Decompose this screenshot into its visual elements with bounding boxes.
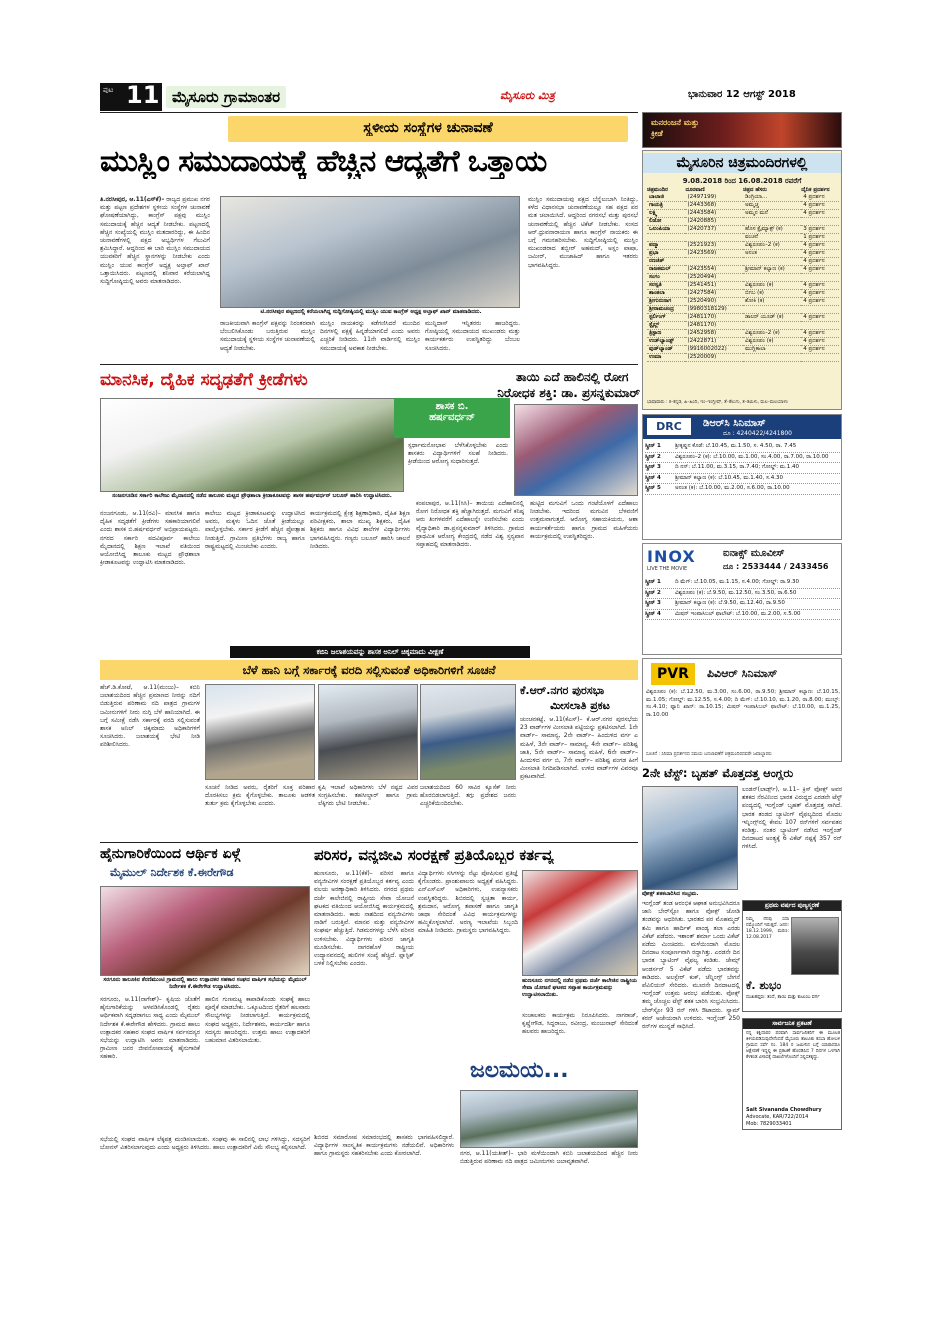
- theatre-cell: ರಾಜಕಮಲ್: [647, 266, 685, 274]
- mla-quote-line1: ಶಾಸಕ ಬಿ.: [435, 401, 469, 412]
- lead-bottom-rule: [100, 364, 638, 365]
- theatre-row: [647, 298, 839, 306]
- issue-date: ಭಾನುವಾರ 12 ಆಗಸ್ಟ್ 2018: [688, 89, 796, 100]
- theatre-cell: ಒಲಂಪಿಯಾ: [647, 226, 685, 234]
- notice-adv-mobile: Mob: 7829033401: [746, 1121, 792, 1127]
- theatre-row: [647, 258, 839, 266]
- drc-header: [643, 415, 841, 439]
- screen-row: [645, 610, 840, 621]
- theatre-cell: (2520490): [685, 298, 743, 306]
- screen-label: ಸ್ಕ್ರೀನ್ 1: [645, 579, 661, 585]
- pvr-note: ಸೂಚನೆ : ಸಿನಿಮಾ ಪ್ರದರ್ಶನದ ಸಮಯ ಬದಲಾವಣೆಗೆ ಚಿತ್ರಮಂದಿರದವರೇ ಜವಾಬ್ದಾರರು: [646, 752, 772, 757]
- theatre-cell: (2481170): [685, 322, 743, 330]
- theatres-header-row: [647, 187, 839, 194]
- theatres-title: ಮೈಸೂರಿನ ಚಿತ್ರಮಂದಿರಗಳಲ್ಲಿ: [643, 153, 841, 173]
- screen-shows: ಶ್ರೀಮಾನ್ ಕಲ್ಯಾಣ (ಕ): ಬೆ.9.50, ಮ.12.40, ರಾ.9.50: [675, 600, 785, 606]
- theatre-cell: ಶಾಂತಲಾ: [647, 290, 685, 298]
- theatre-cell: (2427584): [685, 290, 743, 298]
- page-label: ಪುಟ: [103, 86, 114, 94]
- theatre-row: [647, 346, 839, 354]
- screen-row: [645, 578, 840, 589]
- env-bottom-text: ಶಿಬಿರದ ಸಮಾರೋಪ ಸಮಾರಂಭದಲ್ಲಿ ಶಾಸಕರು ಭಾಗವಹಿಸಲಿದ್ದಾರೆ. ವಿದ್ಯಾರ್ಥಿಗಳ ಸಾಂಸ್ಕೃತಿಕ ಕಾರ್ಯಕ್ರಮಗಳು ನಡೆಯಲಿವೆ. ಅಧಿಕಾರಿಗಳು ಹಾಗೂ ಗ್ರಾಮಸ್ಥರು ಸಹಕರಿಸಬೇಕು ಎಂದು ಕೋರಲಾಗಿದೆ.: [314, 1134, 454, 1158]
- theatre-cell: ವಿಶ್ವರೂಪಂ–2 (ಕ): [743, 330, 801, 338]
- theatre-cell: [743, 354, 801, 362]
- theatre-cell: ಡಾಲರ್ ಯೂಡ್ (ಕ): [743, 314, 801, 322]
- screen-row: [645, 599, 840, 610]
- milk-photo: [514, 404, 638, 496]
- theatre-cell: ರಣಜಿತ್: [647, 258, 685, 266]
- theatre-cell: ಗಾಯತ್ರಿ: [647, 202, 685, 210]
- theatre-cell: (9980318129): [685, 306, 743, 314]
- paper-name: ಮೈಸೂರು ಮಿತ್ರ: [500, 89, 555, 102]
- theatres-table: [647, 187, 839, 362]
- milk-col-1: ಕಂಪಲಾಪುರ, ಆ.11(ಸಿಸಿ)– ತಾಯಿಯ ಎದೆಹಾಲಿನಲ್ಲಿ ರೋಗ ನಿರೋಧಕ ಶಕ್ತಿ ಹೆಚ್ಚಾಗಿರುತ್ತದೆ. ಮಗುವಿಗೆ ಕನಿಷ್ಠ ಆರು ತಿಂಗಳವರೆಗೆ ಎದೆಹಾಲನ್ನೇ ಉಣಿಸಬೇಕು ಎಂದು ವೈದ್ಯಾಧಿಕಾರಿ ಡಾ.ಪ್ರಸನ್ನಕುಮಾರ್ ತಿಳಿಸಿದರು. ಗ್ರಾಮದ ಪ್ರಾಥಮಿಕ ಆರೋಗ್ಯ ಕೇಂದ್ರದಲ್ಲಿ ನಡೆದ ವಿಶ್ವ ಸ್ತನ್ಯಪಾನ ಸಪ್ತಾಹದಲ್ಲಿ ಮಾತನಾಡಿದರು.: [416, 500, 524, 549]
- theatre-cell: (2420737): [685, 226, 743, 234]
- theatre-cell: ಬಾಲಾಜಿ: [647, 194, 685, 202]
- sports-dateline: ಲಂಡನ್(ಲಾರ್ಡ್ಸ್), ಆ.11– ಕ್ರಿಸ್ ವೋಕ್ಸ್ ಅವರ ಶತಕದ ನೆರವಿನಿಂದ ಭಾರತ ವಿರುದ್ಧದ ಎರಡನೇ ಟೆಸ್ಟ್ ಪಂದ್ಯದಲ್ಲಿ ಇಂಗ್ಲೆಂಡ್ ಬೃಹತ್ ಮೊತ್ತದತ್ತ ಸಾಗಿದೆ.: [742, 786, 842, 810]
- theatre-cell: 4 ಪ್ರದರ್ಶನ: [801, 250, 839, 258]
- kicker-text: ಸ್ಥಳೀಯ ಸಂಸ್ಥೆಗಳ ಚುನಾವಣೆ: [363, 120, 493, 136]
- theatre-cell: ವಿಶ್ವರೂಪಂ–2 (ಕ): [743, 242, 801, 250]
- sports-story-headline: ಮಾನಸಿಕ, ದೈಹಿಕ ಸದೃಢತೆಗೆ ಕ್ರೀಡೆಗಳು: [100, 370, 308, 390]
- crop-headline: ಬೆಳೆ ಹಾನಿ ಬಗ್ಗೆ ಸರ್ಕಾರಕ್ಕೆ ವರದಿ ಸಲ್ಲಿಸುವಂತೆ ಅಧಿಕಾರಿಗಳಿಗೆ ಸೂಚನೆ: [242, 663, 496, 677]
- screen-shows: ದಿ ಮೆಗ್: ಬೆ.10.05, ಮ.1.15, ಸ.4.00; ಗೋಲ್ಡ್: ರಾ.9.30: [675, 579, 800, 585]
- theatre-cell: [801, 306, 839, 314]
- theatre-cell: 4 ಪ್ರದರ್ಶನ: [801, 258, 839, 266]
- theatre-cell: ವುಡ್‌ಲ್ಯಾಂಡ್: [647, 346, 685, 354]
- env-col-2: ವಿದ್ಯಾರ್ಥಿಗಳು ಸಸಿಗಳನ್ನು ನೆಟ್ಟು ಪೋಷಿಸುವ ಪ್ರತಿಜ್ಞೆ ಕೈಗೊಂಡರು. ಪ್ರಾಂಶುಪಾಲರು ಅಧ್ಯಕ್ಷತೆ ವಹಿಸಿದ್ದರು. ಎನ್‌ಎಸ್‌ಎಸ್ ಅಧಿಕಾರಿಗಳು, ಉಪನ್ಯಾಸಕರು ಉಪಸ್ಥಿತರಿದ್ದರು. ಶಿಬಿರದಲ್ಲಿ ಸ್ವಚ್ಛತಾ ಕಾರ್ಯ, ಶ್ರಮದಾನ, ಆರೋಗ್ಯ ತಪಾಸಣೆ ಹಾಗೂ ಜಾಗೃತಿ ಜಾಥಾ ಸೇರಿದಂತೆ ವಿವಿಧ ಕಾರ್ಯಕ್ರಮಗಳನ್ನು ಹಮ್ಮಿಕೊಳ್ಳಲಾಗಿದೆ. ಅರಣ್ಯ ಇಲಾಖೆಯ ಸಿಬ್ಬಂದಿ ಮಾಹಿತಿ ನೀಡಿದರು. ಗ್ರಾಮಸ್ಥರು ಭಾಗವಹಿಸಿದ್ದರು.: [418, 870, 518, 935]
- theatre-cell: [743, 274, 801, 282]
- theatre-row: [647, 290, 839, 298]
- theatre-cell: ಲಕ್ಷ್ಮಿ: [647, 210, 685, 218]
- theatre-cell: ಶ್ರೀಗುರುನಾಗ: [647, 298, 685, 306]
- theatre-row: [647, 202, 839, 210]
- page-number: 11: [126, 81, 160, 109]
- lead-col-4: ಮುನ್ನಿದಾಸ್ ಇನ್ನಿತರರು ಹಾಜರಿದ್ದರು. ಗೋಷ್ಠಿಯಲ್ಲಿ ಸಮುದಾಯದ ಮುಖಂಡರು ಮತ್ತು ಕಾರ್ಯಕರ್ತರು ಉಪಸ್ಥಿತರಿದ್ದು ಬೆಂಬಲ ಸೂಚಿಸಿದರು.: [425, 320, 520, 352]
- screen-shows: ಅನಂತ (ಕ): ಬೆ.10.00, ಮ.2.00, ಸ.6.00, ರಾ.10.00: [675, 485, 790, 491]
- drc-box: [642, 414, 842, 540]
- inox-logo-box: [647, 548, 711, 574]
- screen-shows: ವಿಶ್ವರೂಪಂ–2 (ಕ): ಬೆ.10.00, ಮ.1.00, ಸಂ.4.00, ರಾ.7.00, ರಾ.10.00: [675, 453, 829, 460]
- theatre-row: [647, 194, 839, 202]
- theatre-cell: ಸರಸ್ವತಿ: [647, 282, 685, 290]
- screen-shows: ಶ್ರೀಕೃಷ್ಣನ ಕೊಡೆ: ಬೆ.10.45, ಮ.1.50, ಸ. 4.50, ರಾ. 7.45: [675, 443, 797, 449]
- dairy-caption: ಸರಗೂರು ತಾಲೂಕಿನ ತೆರಣಿಮುಂಟಿ ಗ್ರಾಮದಲ್ಲಿ ಹಾಲು ಉತ್ಪಾದಕರ ಸಹಕಾರ ಸಂಘದ ವಾರ್ಷಿಕ ಸಭೆಯನ್ನು ಮೈಮುಲ್ ನಿರ್ದೇಶಕ ಕೆ.ಈರೇಗೌಡ ಉದ್ಘಾಟಿಸಿದರು.: [103, 977, 307, 990]
- theatre-cell: (2420885): [685, 218, 743, 226]
- theatres-box: [642, 150, 842, 410]
- theatre-cell: (2520009): [685, 354, 743, 362]
- theatre-cell: ಡಿಂಗ್ರಿಯಾ...: [743, 194, 801, 202]
- theatres-dates: 9.08.2018 ರಿಂದ 16.08.2018 ರವರೆಗೆ: [682, 177, 802, 185]
- theatre-cell: (2497199): [685, 194, 743, 202]
- theatre-cell: ಮುಗ್ಲಿಕಾಲಾ: [743, 346, 801, 354]
- env-caption: ಹುಣಸೂರು ನಗರದಲ್ಲಿ ನಡೆದ ಪ್ರಥಮ ದರ್ಜೆ ಕಾಲೇಜಿನ ರಾಷ್ಟ್ರೀಯ ಸೇವಾ ಯೋಜನೆ ಘಟಕದ ಸಪ್ತಾಹ ಕಾರ್ಯಕ್ರಮವನ್ನು ಉದ್ಘಾಟಿಸಲಾಯಿತು.: [522, 978, 638, 998]
- screen-label: ಸ್ಕ್ರೀನ್ 3: [645, 464, 661, 470]
- notice-text: ನನ್ನ ಕಕ್ಷಿದಾರರ ಪರವಾಗಿ ಸಾರ್ವಜನಿಕರಿಗೆ ಈ ಮೂಲಕ ತಿಳಿಯಪಡಿಸುವುದೇನೆಂದರೆ ಮೈಸೂರು ತಾಲೂಕು ಕಸಬಾ ಹೋಬಳಿ ಗ್ರಾಮದ ಸರ್ವೆ ನಂ. 184 ರ ಜಮೀನಿನ ಬಗ್ಗೆ ಯಾರಾದರೂ ಆಕ್ಷೇಪಣೆ ಇದ್ದಲ್ಲಿ ಈ ಪ್ರಕಟಣೆ ಹೊರಡಿಸಿದ 7 ದಿನಗಳ ಒಳಗಾಗಿ ಕೆಳಕಂಡ ವಿಳಾಸಕ್ಕೆ ದಾಖಲೆಗಳೊಂದಿಗೆ ಸಲ್ಲಿಸತಕ್ಕದ್ದು.: [746, 1031, 840, 1060]
- th-shows: ದೈನಿಕ ಪ್ರದರ್ಶನ: [801, 187, 830, 193]
- theatre-cell: 4 ಪ್ರದರ್ಶನ: [801, 242, 839, 250]
- sports-caption: ವೋಕ್ಸ್ ಶತಕಬಾರಿಸಿದ ಸಂಭ್ರಮ.: [642, 891, 699, 897]
- drc-screens: [645, 442, 840, 495]
- theatre-cell: ಅಮ್ಮಚ್ಚ: [743, 202, 801, 210]
- theatre-cell: 4 ಪ್ರದರ್ಶನ: [801, 346, 839, 354]
- sports-col-2: ಇಂಗ್ಲೆಂಡ್ ತಂಡ ಆರಂಭಿಕ ಆಘಾತ ಅನುಭವಿಸಿದರೂ ಜಾನಿ ಬೇರ್‌ಸ್ಟೋ ಹಾಗೂ ವೋಕ್ಸ್ ಜೋಡಿ ತಂಡವನ್ನು ಆಧರಿಸಿತು. ಭಾರತದ ಪರ ಮೊಹಮ್ಮದ್ ಶಮಿ ಹಾಗೂ ಹಾರ್ದಿಕ್ ಪಾಂಡ್ಯ ತಲಾ ಎರಡು ವಿಕೆಟ್ ಪಡೆದರು. ಇಶಾಂತ್ ಶರ್ಮಾ ಒಂದು ವಿಕೆಟ್ ಪಡೆದು ಮಿಂಚಿದರು. ಮಳೆಯಿಂದಾಗಿ ಮೊದಲ ದಿನದಾಟ ಸಂಪೂರ್ಣವಾಗಿ ರದ್ದಾಗಿತ್ತು. ಎರಡನೇ ದಿನ ಭಾರತ ಬ್ಯಾಟಿಂಗ್ ವೈಫಲ್ಯ ಕಂಡಿತು. ಜೇಮ್ಸ್ ಆಂಡರ್ಸನ್ 5 ವಿಕೆಟ್ ಪಡೆದು ಭಾರತವನ್ನು ಕಾಡಿದರು. ಅಲಸ್ಟೇರ್ ಕುಕ್, ಜೆನ್ನಿಂಗ್ಸ್ ಬೇಗನೆ ಪೆವಿಲಿಯನ್ ಸೇರಿದರು. ಮೂರನೇ ದಿನದಾಟದಲ್ಲಿ ಇಂಗ್ಲೆಂಡ್ ಉತ್ತಮ ಆರಂಭ ಪಡೆಯಿತು. ವೋಕ್ಸ್ ತಮ್ಮ ಚೊಚ್ಚಲ ಟೆಸ್ಟ್ ಶತಕ ಬಾರಿಸಿ ಸಂಭ್ರಮಿಸಿದರು. ಬೇರ್‌ಸ್ಟೋ 93 ರನ್ ಗಳಿಸಿ ಔಟಾದರು. ಸ್ಯಾಮ್ ಕರನ್ ಅಜೇಯರಾಗಿ ಉಳಿದರು. ಇಂಗ್ಲೆಂಡ್ 250 ರನ್‌ಗಳ ಮುನ್ನಡೆ ಸಾಧಿಸಿದೆ.: [642, 900, 740, 1031]
- theatre-cell: 4 ಪ್ರದರ್ಶನ: [801, 202, 839, 210]
- sports-story-col-1: ನಂಜನಗೂಡು, ಆ.11(ರವಿ)– ಮಾನಸಿಕ ಹಾಗೂ ದೈಹಿಕ ಸದೃಢತೆಗೆ ಕ್ರೀಡೆಗಳು ಸಹಕಾರಿಯಾಗಲಿವೆ ಎಂದು ಶಾಸಕ ಬಿ.ಹರ್ಷವರ್ಧನ್ ಅಭಿಪ್ರಾಯಪಟ್ಟರು. ನಗರದ ಸರ್ಕಾರಿ ಪದವಿಪೂರ್ವ ಕಾಲೇಜು ಮೈದಾನದಲ್ಲಿ ಶಿಕ್ಷಣ ಇಲಾಖೆ ವತಿಯಿಂದ ಆಯೋಜಿಸಿದ್ದ ತಾಲೂಕು ಮಟ್ಟದ ಪ್ರೌಢಶಾಲಾ ಕ್ರೀಡಾಕೂಟವನ್ನು ಉದ್ಘಾಟಿಸಿ ಮಾತನಾಡಿದರು.: [100, 510, 200, 567]
- theatre-cell: ಪದ್ಮಾ: [647, 242, 685, 250]
- theatre-cell: ಬಿಗಬ (ಕ): [743, 290, 801, 298]
- theatre-cell: 4 ಪ್ರದರ್ಶನ: [801, 194, 839, 202]
- screen-label: ಸ್ಕ್ರೀನ್ 2: [645, 589, 661, 596]
- sports-story-side: ಸ್ಪರ್ಧಾಮನೋಭಾವ ಬೆಳೆಸಿಕೊಳ್ಳಬೇಕು ಎಂದು ಶಾಸಕರು ವಿದ್ಯಾರ್ಥಿಗಳಿಗೆ ಸಲಹೆ ನೀಡಿದರು. ಕ್ರೀಡೆಯಿಂದ ಆರೋಗ್ಯ ಸುಧಾರಿಸುತ್ತದೆ.: [408, 442, 508, 466]
- theatre-cell: [743, 258, 801, 266]
- tribute-name: ಕೆ. ಶುಭಂ: [746, 979, 782, 992]
- krnagar-headline-1: ಕೆ.ಆರ್.ನಗರ ಪುರಸಭಾ: [520, 684, 605, 697]
- theatre-cell: (2422871): [685, 338, 743, 346]
- drc-logo: DRC: [647, 418, 691, 435]
- screen-shows: ಮಿಷನ್ ಇಂಪಾಸಿಬಲ್ ಫಾಲೌಟ್: ಬೆ.10.00, ಮ.2.00, ಸ.5.00: [675, 610, 801, 617]
- notice-adv-title: Advocate, KAR/722/2014: [746, 1114, 809, 1120]
- screen-shows: ವಿಶ್ವರೂಪಂ (ಕ): ಬೆ.9.50, ಮ.12.50, ಸಂ.3.50, ರಾ.6.50: [675, 589, 797, 596]
- theatre-cell: ಲಿಡೋ: [647, 218, 685, 226]
- theatre-cell: ಸ್ಟೈಲ್ಲ್: [647, 322, 685, 330]
- lead-photo: [220, 196, 520, 308]
- theatre-row: [647, 322, 839, 330]
- milk-headline-1: ತಾಯಿ ಎದೆ ಹಾಲಿನಲ್ಲಿ ರೋಗ: [516, 370, 629, 384]
- crop-col-4: ಜಲಾಶಯದಿಂದ 60 ಸಾವಿರ ಕ್ಯೂಸೆಕ್ ನೀರು ಹೊರಬಿಡಲಾಗುತ್ತಿದೆ. ತಗ್ಗು ಪ್ರದೇಶದ ಜನರು ಎಚ್ಚರಿಕೆಯಿಂದಿರಬೇಕು.: [420, 784, 516, 808]
- theatre-cell: [685, 258, 743, 266]
- inox-logo: INOX: [647, 547, 696, 566]
- theatre-row: [647, 274, 839, 282]
- theatre-note: ಭಾಷಾವಾರು : ಕ–ಕನ್ನಡ, ಹಿ–ಹಿಂದಿ, ಇಂ–ಇಂಗ್ಲೀಷ್, ತೆ–ತೆಲುಗು, ತ–ತಮಿಳು, ಮಲ–ಮಲಯಾಳಂ: [647, 400, 788, 405]
- theatre-cell: [743, 322, 801, 330]
- theatre-cell: (2521923): [685, 242, 743, 250]
- theatre-cell: ಅನಂತ: [743, 250, 801, 258]
- mla-quote-box: [394, 398, 510, 438]
- notice-adv-name: Sait Sivananda Chowdhury: [746, 1107, 822, 1113]
- sports-headline: 2ನೇ ಟೆಸ್ಟ್: ಬೃಹತ್ ಮೊತ್ತದತ್ತ ಆಂಗ್ಲರು: [642, 766, 794, 780]
- th-theatre: ಚಿತ್ರಮಂದಿರ: [647, 187, 668, 193]
- crop-photo-3: [420, 684, 516, 780]
- jalamaya-photo: [460, 1090, 638, 1148]
- mid-rule: [100, 842, 638, 843]
- theatre-cell: 4 ಪ್ರದರ್ಶನ: [801, 314, 839, 322]
- tribute-desc: ದುಃಖತಪ್ತರು: ತಂದೆ, ತಾಯಿ ಮತ್ತು ಕುಟುಂಬ ವರ್ಗ: [746, 995, 820, 1000]
- theatre-cell: 4 ಪ್ರದರ್ಶನ: [801, 266, 839, 274]
- lead-dateline: ತಿ.ನರಸೀಪುರ, ಆ.11(ಎಸ್‌ಕೆ)–: [100, 196, 165, 203]
- kicker-box: [228, 116, 628, 142]
- theatre-cell: [801, 322, 839, 330]
- theatre-cell: 4 ಪ್ರದರ್ಶನ: [801, 338, 839, 346]
- theatre-cell: 4 ಪ್ರದರ್ಶನ: [801, 210, 839, 218]
- screen-shows: ದಿ ನನ್: ಬೆ.11.00, ಮ.3.15, ರಾ.7.40; ಗೋಲ್ಡ್: ಮ.1.40: [675, 464, 800, 470]
- inox-screens: [645, 578, 840, 620]
- mla-quote-line2: ಹರ್ಷವರ್ಧನ್: [429, 412, 475, 423]
- inox-phone: ದೂ : 2533444 / 2433456: [723, 562, 829, 571]
- theatre-cell: [685, 234, 743, 242]
- theatre-cell: 3 ಪ್ರದರ್ಶನ: [801, 226, 839, 234]
- screen-label: ಸ್ಕ್ರೀನ್ 3: [645, 600, 661, 606]
- lead-headline: ಮುಸ್ಲಿಂ ಸಮುದಾಯಕ್ಕೆ ಹೆಚ್ಚಿನ ಆದ್ಯತೆಗೆ ಒತ್ತಾಯ: [100, 144, 547, 179]
- section-title: ಮೈಸೂರು ಗ್ರಾಮಾಂತರ: [166, 86, 286, 108]
- dairy-col-1: ಸರಗೂರು, ಆ.11(ನಾಗೇಶ್)– ಕೃಷಿಯ ಜೊತೆಗೆ ಹೈನುಗಾರಿಕೆಯನ್ನು ಅಳವಡಿಸಿಕೊಂಡಲ್ಲಿ ರೈತರು ಆರ್ಥಿಕವಾಗಿ ಸದೃಢರಾಗಲು ಸಾಧ್ಯ ಎಂದು ಮೈಮುಲ್ ನಿರ್ದೇಶಕ ಕೆ.ಈರೇಗೌಡ ಹೇಳಿದರು. ಗ್ರಾಮದ ಹಾಲು ಉತ್ಪಾದಕರ ಸಹಕಾರ ಸಂಘದ ವಾರ್ಷಿಕ ಸರ್ವಸದಸ್ಯರ ಸಭೆಯನ್ನು ಉದ್ಘಾಟಿಸಿ ಅವರು ಮಾತನಾಡಿದರು. ಗ್ರಾಮೀಣ ಜನರ ಜೀವನೋಪಾಯಕ್ಕೆ ಹೈನುಗಾರಿಕೆ ಸಹಕಾರಿ.: [100, 996, 200, 1061]
- theatre-row: [647, 218, 839, 226]
- crop-col-1: ಹೆಚ್.ಡಿ.ಕೋಟೆ, ಆ.11(ಮಂಜು)– ಕಬಿನಿ ಜಲಾಶಯದಿಂದ ಹೆಚ್ಚಿನ ಪ್ರಮಾಣದ ನೀರನ್ನು ನದಿಗೆ ಬಿಡುತ್ತಿರುವ ಪರಿಣಾಮ ನದಿ ಪಾತ್ರದ ಗ್ರಾಮಗಳ ಜಮೀನುಗಳಿಗೆ ನೀರು ನುಗ್ಗಿ ಬೆಳೆ ಹಾನಿಯಾಗಿದೆ. ಈ ಬಗ್ಗೆ ಸಮೀಕ್ಷೆ ನಡೆಸಿ ಸರ್ಕಾರಕ್ಕೆ ವರದಿ ಸಲ್ಲಿಸುವಂತೆ ಶಾಸಕ ಅನಿಲ್ ಚಿಕ್ಕಮಾದು ಅಧಿಕಾರಿಗಳಿಗೆ ಸೂಚಿಸಿದರು. ಜಲಾಶಯಕ್ಕೆ ಭೇಟಿ ನೀಡಿ ಪರಿಶೀಲಿಸಿದರು.: [100, 684, 200, 749]
- screen-label: ಸ್ಕ್ರೀನ್ 4: [645, 610, 661, 617]
- lead-col-5: ಮುಸ್ಲಿಂ ಸಮುದಾಯವು ಪಕ್ಷದ ಬೆನ್ನೆಲುಬಾಗಿ ನಿಂತಿದ್ದು, ಕಳೆದ ವಿಧಾನಸಭಾ ಚುನಾವಣೆಯಲ್ಲೂ ಸಹ ಪಕ್ಷದ ಪರ ಮತ ಚಲಾಯಿಸಿದೆ. ಆದ್ದರಿಂದ ನಗರಸಭೆ ಮತ್ತು ಪುರಸಭೆ ಚುನಾವಣೆಯಲ್ಲಿ ಹೆಚ್ಚಿನ ಟಿಕೆಟ್ ನೀಡಬೇಕು. ಸಂಸದ ಆರ್.ಧ್ರುವನಾರಾಯಣ ಹಾಗೂ ಕಾಂಗ್ರೆಸ್ ನಾಯಕರು ಈ ಬಗ್ಗೆ ಗಮನಹರಿಸಬೇಕು. ಸುದ್ದಿಗೋಷ್ಠಿಯಲ್ಲಿ ಮುಸ್ಲಿಂ ಮುಖಂಡರಾದ ಶಬ್ಬೀರ್ ಅಹಮದ್, ಅಸ್ಲಂ ಪಾಷಾ, ಜಮೀರ್, ಮುಜಾಹಿದ್ ಹಾಗೂ ಇತರರು ಭಾಗವಹಿಸಿದ್ದರು.: [528, 196, 638, 269]
- theatre-cell: 4 ಪ್ರದರ್ಶನ: [801, 298, 839, 306]
- inox-box: [642, 543, 842, 655]
- pvr-title: ಪಿವಿಆರ್ ಸಿನಿಮಾಸ್: [707, 667, 778, 680]
- masthead-rule: [100, 112, 638, 113]
- crop-strap: ಕಬಿನಿ ಜಲಾಶಯವನ್ನು ಶಾಸಕ ಅನಿಲ್ ಚಿಕ್ಕಮಾದು ವೀಕ್ಷಣೆ: [230, 646, 530, 658]
- theatre-cell: ಉಮಾ: [647, 354, 685, 362]
- theatre-cell: ಶೋಕಿ (ಕ): [743, 298, 801, 306]
- theatre-cell: [801, 354, 839, 362]
- lead-photo-caption: ಟಿ.ನರಸೀಪುರ ಪಟ್ಟಣದಲ್ಲಿ ಕರೆಯಲಾಗಿದ್ದ ಸುದ್ದಿಗೋಷ್ಠಿಯಲ್ಲಿ ಮುಸ್ಲಿಂ ಯುವ ಕಾಂಗ್ರೆಸ್ ಅಧ್ಯಕ್ಷ ಅಲ್ತಾಫ್ ಖಾನ್ ಮಾತನಾಡಿದರು.: [260, 309, 482, 315]
- entertainment-banner: [642, 112, 842, 148]
- theatre-cell: [647, 234, 685, 242]
- crop-col-3: ಕೃಷಿ ಇಲಾಖೆ ಅಧಿಕಾರಿಗಳು ಬೆಳೆ ನಷ್ಟದ ವಿವರ ಸಂಗ್ರಹಿಸಬೇಕು. ತಹಸೀಲ್ದಾರ್ ಹಾಗೂ ಗ್ರಾಮ ಲೆಕ್ಕಿಗರು ಭೇಟಿ ನೀಡಬೇಕು.: [318, 784, 418, 808]
- pvr-logo: PVR: [651, 663, 695, 685]
- theatre-cell: ಸ್ಟರ್ಲಿಂಗ್: [647, 314, 685, 322]
- theatre-cell: (2452958): [685, 330, 743, 338]
- krnagar-headline-2: ಮೀಸಲಾತಿ ಪ್ರಕಟ: [550, 699, 610, 712]
- theatre-row: [647, 354, 839, 362]
- theatre-cell: ಶ್ರೀರಾಮಚಂದ್ರ: [647, 306, 685, 314]
- theatre-cell: 4 ಪ್ರದರ್ಶನ: [801, 282, 839, 290]
- screen-label: ಸ್ಕ್ರೀನ್ 2: [645, 453, 661, 460]
- theatre-cell: ವಂಚನೆ: [743, 234, 801, 242]
- dairy-bottom-text: ಸಭೆಯಲ್ಲಿ ಸಂಘದ ವಾರ್ಷಿಕ ಲೆಕ್ಕಪತ್ರ ಮಂಡಿಸಲಾಯಿತು. ಸಂಘವು ಈ ಸಾಲಿನಲ್ಲಿ ಲಾಭ ಗಳಿಸಿದ್ದು, ಸದಸ್ಯರಿಗೆ ಬೋನಸ್ ವಿತರಿಸಲಾಗುವುದು ಎಂದು ಅಧ್ಯಕ್ಷರು ತಿಳಿಸಿದರು. ಹಾಲು ಉತ್ಪಾದಕರಿಗೆ ವಿಮೆ ಸೌಲಭ್ಯ ಕಲ್ಪಿಸಲಾಗಿದೆ.: [100, 1136, 310, 1152]
- jalamaya-text: ನಗರ, ಆ.11(ಯತೀಶ್)– ಭಾರಿ ಮಳೆಯಿಂದಾಗಿ ಕಬಿನಿ ಜಲಾಶಯದಿಂದ ಹೆಚ್ಚಿನ ನೀರು ಬಿಡುತ್ತಿರುವ ಪರಿಣಾಮ ನದಿ ಪಾತ್ರದ ಜಮೀನುಗಳು ಜಲಾವೃತವಾಗಿವೆ.: [460, 1150, 638, 1166]
- sports-col-1: ಲಂಡನ್(ಲಾರ್ಡ್ಸ್), ಆ.11– ಕ್ರಿಸ್ ವೋಕ್ಸ್ ಅವರ ಶತಕದ ನೆರವಿನಿಂದ ಭಾರತ ವಿರುದ್ಧದ ಎರಡನೇ ಟೆಸ್ಟ್ ಪಂದ್ಯದಲ್ಲಿ ಇಂಗ್ಲೆಂಡ್ ಬೃಹತ್ ಮೊತ್ತದತ್ತ ಸಾಗಿದೆ. ಭಾರತ ತಂಡದ ಬ್ಯಾಟಿಂಗ್ ವೈಫಲ್ಯದಿಂದ ಮೊದಲ ಇನ್ನಿಂಗ್ಸ್‌ನಲ್ಲಿ ಕೇವಲ 107 ರನ್‌ಗಳಿಗೆ ಸರ್ವಪತನ ಕಂಡಿತ್ತು. ನಂತರ ಬ್ಯಾಟಿಂಗ್ ನಡೆಸಿದ ಇಂಗ್ಲೆಂಡ್ ದಿನದಾಟದ ಅಂತ್ಯಕ್ಕೆ 6 ವಿಕೆಟ್ ನಷ್ಟಕ್ಕೆ 357 ರನ್ ಗಳಿಸಿದೆ.: [742, 786, 842, 851]
- inox-sub: LIVE THE MOVIE: [647, 566, 688, 572]
- theatre-row: [647, 314, 839, 322]
- theatre-row: [647, 250, 839, 258]
- theatre-row: [647, 338, 839, 346]
- dairy-col-2: ಹಾಲಿನ ಗುಣಮಟ್ಟ ಕಾಪಾಡಿಕೊಂಡು ಸಂಘಕ್ಕೆ ಹಾಲು ಪೂರೈಕೆ ಮಾಡಬೇಕು. ಒಕ್ಕೂಟದಿಂದ ರೈತರಿಗೆ ಹಲವಾರು ಸೌಲಭ್ಯಗಳನ್ನು ನೀಡಲಾಗುತ್ತಿದೆ. ಕಾರ್ಯಕ್ರಮದಲ್ಲಿ ಸಂಘದ ಅಧ್ಯಕ್ಷರು, ನಿರ್ದೇಶಕರು, ಕಾರ್ಯದರ್ಶಿ ಹಾಗೂ ಸದಸ್ಯರು ಹಾಜರಿದ್ದರು. ಉತ್ತಮ ಹಾಲು ಉತ್ಪಾದಕರಿಗೆ ಬಹುಮಾನ ವಿತರಿಸಲಾಯಿತು.: [205, 996, 310, 1045]
- jalamaya-headline: ಜಲಮಯ...: [470, 1058, 569, 1083]
- theatre-cell: (2423554): [685, 266, 743, 274]
- screen-row: [645, 589, 840, 600]
- drc-title: ಡಿಆರ್‌ಸಿ ಸಿನಿಮಾಸ್: [703, 418, 766, 429]
- screen-row: [645, 453, 840, 464]
- screen-row: [645, 474, 840, 485]
- screen-row: [645, 442, 840, 453]
- theatre-cell: 1 ಪ್ರದರ್ಶನ: [801, 234, 839, 242]
- notice-title: ಸಾರ್ವಜನಿಕ ಪ್ರಕಟಣೆ: [743, 1019, 841, 1029]
- sports-story-col-3: ಕಾರ್ಯಕ್ರಮದಲ್ಲಿ ಕ್ಷೇತ್ರ ಶಿಕ್ಷಣಾಧಿಕಾರಿ, ದೈಹಿಕ ಶಿಕ್ಷಣ ಪರಿವೀಕ್ಷಕರು, ಶಾಲಾ ಮುಖ್ಯ ಶಿಕ್ಷಕರು, ದೈಹಿಕ ಶಿಕ್ಷಕರು ಹಾಗೂ ವಿವಿಧ ಶಾಲೆಗಳ ವಿದ್ಯಾರ್ಥಿಗಳು ಭಾಗವಹಿಸಿದ್ದರು. ಗಣ್ಯರು ಬಲೂನ್ ಹಾರಿಸಿ ಚಾಲನೆ ನೀಡಿದರು.: [310, 510, 410, 550]
- theatre-cell: [801, 218, 839, 226]
- theatre-row: [647, 306, 839, 314]
- screen-row: [645, 484, 840, 495]
- env-photo: [522, 870, 638, 976]
- theatre-row: [647, 242, 839, 250]
- theatre-row: [647, 282, 839, 290]
- dairy-subhead: ಮೈಮುಲ್ ನಿರ್ದೇಶಕ ಕೆ.ಈರೇಗೌಡ: [110, 866, 234, 879]
- env-headline: ಪರಿಸರ, ವನ್ಯಜೀವಿ ಸಂರಕ್ಷಣೆ ಪ್ರತಿಯೊಬ್ಬರ ಕರ್ತವ್ಯ: [314, 846, 554, 864]
- page-number-box: [100, 83, 162, 111]
- theatre-cell: (9916002022): [685, 346, 743, 354]
- theatre-row: [647, 210, 839, 218]
- lead-col-2: ರಾಜಕೀಯವಾಗಿ ಕಾಂಗ್ರೆಸ್ ಪಕ್ಷವನ್ನು ನಿರಂತರವಾಗಿ ಬೆಂಬಲಿಸಿಕೊಂಡು ಬರುತ್ತಿರುವ ಮುಸ್ಲಿಂ ಸಮುದಾಯಕ್ಕೆ ಸ್ಥಳೀಯ ಸಂಸ್ಥೆಗಳ ಚುನಾವಣೆಯಲ್ಲಿ ಆದ್ಯತೆ ನೀಡಬೇಕು.: [220, 320, 315, 352]
- theatre-cell: [743, 306, 801, 314]
- theatre-cell: [743, 218, 801, 226]
- crop-photo-1: [205, 684, 315, 780]
- crop-col-2: ಸೂಚನೆ ನೀಡಿದ ಅವರು, ರೈತರಿಗೆ ಸೂಕ್ತ ಪರಿಹಾರ ದೊರಕಿಸಲು ಕ್ರಮ ಕೈಗೊಳ್ಳಬೇಕು. ತಾಲೂಕು ಆಡಳಿತ ತುರ್ತು ಕ್ರಮ ಕೈಗೊಳ್ಳಬೇಕು ಎಂದರು.: [205, 784, 315, 808]
- theatre-cell: (2520494): [685, 274, 743, 282]
- th-phone: ದೂರವಾಣಿ: [685, 187, 705, 193]
- sports-story-photo: [100, 398, 404, 492]
- entertainment-banner-text: ಮನರಂಜನೆ ಮತ್ತು ಕ್ರೀಡೆ: [651, 118, 699, 138]
- theatre-cell: (2443584): [685, 210, 743, 218]
- theatre-cell: ಸಂಗಂ: [647, 274, 685, 282]
- theatre-cell: (2443368): [685, 202, 743, 210]
- theatre-row: [647, 266, 839, 274]
- sports-story-col-2: ಕಾಲೇಜು ಮಟ್ಟದ ಕ್ರೀಡಾಕೂಟವನ್ನು ಉದ್ಘಾಟಿಸಿದ ಅವರು, ಮಕ್ಕಳು ಓದಿನ ಜೊತೆ ಕ್ರೀಡೆಯಲ್ಲೂ ಪಾಲ್ಗೊಳ್ಳಬೇಕು. ಸರ್ಕಾರ ಕ್ರೀಡೆಗೆ ಹೆಚ್ಚಿನ ಪ್ರೋತ್ಸಾಹ ನೀಡುತ್ತಿದೆ. ಗ್ರಾಮೀಣ ಪ್ರತಿಭೆಗಳು ರಾಜ್ಯ ಹಾಗೂ ರಾಷ್ಟ್ರಮಟ್ಟದಲ್ಲಿ ಮಿಂಚಬೇಕು ಎಂದರು.: [205, 510, 305, 550]
- env-col-3: ಸಂಚಾಲಕರು ಕಾರ್ಯಕ್ರಮ ನಿರೂಪಿಸಿದರು. ನಾಗರಾಜ್, ಕೃಷ್ಣೇಗೌಡ, ಸಿದ್ದರಾಜು, ರವೀಂದ್ರ, ಮಂಜುನಾಥ್ ಸೇರಿದಂತೆ ಹಲವರು ಹಾಜರಿದ್ದರು.: [522, 1012, 638, 1036]
- milk-col-2: ಹುಟ್ಟಿದ ಮಗುವಿಗೆ ಒಂದು ಗಂಟೆಯೊಳಗೆ ಎದೆಹಾಲು ನೀಡಬೇಕು. ಇದರಿಂದ ಮಗುವಿನ ಬೆಳವಣಿಗೆ ಉತ್ತಮವಾಗುತ್ತದೆ. ಆರೋಗ್ಯ ಸಹಾಯಕಿಯರು, ಆಶಾ ಕಾರ್ಯಕರ್ತೆಯರು ಹಾಗೂ ಗ್ರಾಮದ ಮಹಿಳೆಯರು ಕಾರ್ಯಕ್ರಮದಲ್ಲಿ ಉಪಸ್ಥಿತರಿದ್ದರು.: [530, 500, 638, 540]
- screen-label: ಸ್ಕ್ರೀನ್ 5: [645, 485, 661, 491]
- theatre-cell: ತ್ರಿಸ್ಟಾಣ: [647, 330, 685, 338]
- tribute-photo: [791, 917, 839, 975]
- theatre-cell: (2541451): [685, 282, 743, 290]
- theatre-cell: ಉಡ್‌ಲ್ಯಾಂಡ್ಸ್: [647, 338, 685, 346]
- theatre-cell: ಅಮ್ಮನ ಮನೆ: [743, 210, 801, 218]
- pvr-text: ವಿಶ್ವರೂಪಂ (ಕ): ಬೆ.12.50, ಮ.3.00, ಸಂ.6.00, ರಾ.9.50; ಶ್ರೀಮಾನ್ ಕಲ್ಯಾಣ: ಬೆ.10.15, ಮ.1.05; ಗೋಲ್ಡ್: ಮ.12.55, ಸ.4.00; ದಿ ಮೆಗ್: ಬೆ.10.10, ಮ.1.20, ರಾ.8.00; ಮುಲ್ಕ್: ಸಂ.4.10; ಫ್ಯಾನಿ ಖಾನ್: ರಾ.10.15; ಮಿಷನ್ ಇಂಪಾಸಿಬಲ್ ಫಾಲೌಟ್: ಬೆ.10.00, ಮ.1.25, ರಾ.10.00: [646, 689, 840, 718]
- crop-headline-box: [100, 660, 638, 680]
- inox-title: ಐನಾಕ್ಸ್ ಮೂವೀಸ್: [723, 548, 785, 559]
- dairy-headline: ಹೈನುಗಾರಿಕೆಯಿಂದ ಆರ್ಥಿಕ ಏಳ್ಗೆ: [100, 846, 241, 862]
- theatre-cell: ಪ್ರಭಾ: [647, 250, 685, 258]
- crop-photo-2: [318, 684, 418, 780]
- theatre-cell: (2423569): [685, 250, 743, 258]
- screen-shows: ಶ್ರೀಮಾನ್ ಕಲ್ಯಾಣ (ಕ): ಬೆ.10.45, ಮ.1.40, ಸ.4.30: [675, 474, 783, 481]
- drc-phone: ದೂ : 4240422/4241800: [723, 430, 793, 437]
- theatre-cell: ಶ್ರೀಮಾನ್ ಕಲ್ಯಾಣ (ಕ): [743, 266, 801, 274]
- theatre-row: [647, 226, 839, 234]
- notice-box: [742, 1018, 842, 1130]
- lead-col-1: ತಿ.ನರಸೀಪುರ, ಆ.11(ಎಸ್‌ಕೆ)– ರಾಜ್ಯದ ಪ್ರಮುಖ ನಗರ ಮತ್ತು ಪಟ್ಟಣ ಪ್ರದೇಶಗಳ ಸ್ಥಳೀಯ ಸಂಸ್ಥೆಗಳ ಚುನಾವಣೆ ಘೋಷಣೆಯಾಗಿದ್ದು, ಕಾಂಗ್ರೆಸ್ ಪಕ್ಷವು ಮುಸ್ಲಿಂ ಸಮುದಾಯಕ್ಕೆ ಹೆಚ್ಚಿನ ಆದ್ಯತೆ ನೀಡಬೇಕು. ಪಟ್ಟಣದಲ್ಲಿ ಹೆಚ್ಚಿನ ಸಂಖ್ಯೆಯಲ್ಲಿ ಮುಸ್ಲಿಂ ಮತದಾರರಿದ್ದು, ಈ ಹಿಂದಿನ ಚುನಾವಣೆಗಳಲ್ಲಿ ಪಕ್ಷದ ಅಭ್ಯರ್ಥಿಗಳ ಗೆಲುವಿಗೆ ಶ್ರಮಿಸಿದ್ದಾರೆ. ಆದ್ದರಿಂದ ಈ ಬಾರಿ ಮುಸ್ಲಿಂ ಸಮುದಾಯದ ಯುವಕರಿಗೆ ಹೆಚ್ಚಿನ ಸ್ಥಾನಗಳನ್ನು ನೀಡಬೇಕು ಎಂದು ಮುಸ್ಲಿಂ ಯುವ ಕಾಂಗ್ರೆಸ್ ಅಧ್ಯಕ್ಷ ಅಲ್ತಾಫ್ ಖಾನ್ ಒತ್ತಾಯಿಸಿದರು. ಪಟ್ಟಣದಲ್ಲಿ ಶನಿವಾರ ಕರೆಯಲಾಗಿದ್ದ ಸುದ್ದಿಗೋಷ್ಠಿಯಲ್ಲಿ ಅವರು ಮಾತನಾಡಿದರು.: [100, 196, 210, 286]
- env-col-1: ಹುಣಸೂರು, ಆ.11(ಕೆಕೆ)– ಪರಿಸರ ಹಾಗೂ ವನ್ಯಜೀವಿಗಳ ಸಂರಕ್ಷಣೆ ಪ್ರತಿಯೊಬ್ಬರ ಕರ್ತವ್ಯ ಎಂದು ವಲಯ ಅರಣ್ಯಾಧಿಕಾರಿ ತಿಳಿಸಿದರು. ನಗರದ ಪ್ರಥಮ ದರ್ಜೆ ಕಾಲೇಜಿನಲ್ಲಿ ರಾಷ್ಟ್ರೀಯ ಸೇವಾ ಯೋಜನೆ ಘಟಕದ ವತಿಯಿಂದ ಆಯೋಜಿಸಿದ್ದ ಕಾರ್ಯಕ್ರಮದಲ್ಲಿ ಮಾತನಾಡಿದರು. ಕಾಡು ನಾಶದಿಂದ ವನ್ಯಜೀವಿಗಳು ನಾಡಿಗೆ ಬರುತ್ತಿವೆ. ಮಾನವ ಮತ್ತು ವನ್ಯಜೀವಿಗಳ ಸಂಘರ್ಷ ಹೆಚ್ಚುತ್ತಿದೆ. ಗಿಡಮರಗಳನ್ನು ಬೆಳೆಸಿ ಪರಿಸರ ಉಳಿಸಬೇಕು. ವಿದ್ಯಾರ್ಥಿಗಳು ಪರಿಸರ ಜಾಗೃತಿ ಮೂಡಿಸಬೇಕು. ನಾಗರಹೊಳೆ ರಾಷ್ಟ್ರೀಯ ಉದ್ಯಾನವನದಲ್ಲಿ ಹುಲಿಗಳ ಸಂಖ್ಯೆ ಹೆಚ್ಚಿದೆ. ಪ್ಲಾಸ್ಟಿಕ್ ಬಳಕೆ ನಿಲ್ಲಿಸಬೇಕು ಎಂದರು.: [314, 870, 414, 968]
- krnagar-text: ಚುಂಚನಕಟ್ಟೆ, ಆ.11(ಕೆಎಸ್)– ಕೆ.ಆರ್.ನಗರ ಪುರಸಭೆಯ 23 ವಾರ್ಡ್‌ಗಳ ಮೀಸಲಾತಿ ಪಟ್ಟಿಯನ್ನು ಪ್ರಕಟಿಸಲಾಗಿದೆ. 1ನೇ ವಾರ್ಡ್– ಸಾಮಾನ್ಯ, 2ನೇ ವಾರ್ಡ್– ಹಿಂದುಳಿದ ವರ್ಗ ಎ ಮಹಿಳೆ, 3ನೇ ವಾರ್ಡ್– ಸಾಮಾನ್ಯ, 4ನೇ ವಾರ್ಡ್– ಪರಿಶಿಷ್ಟ ಜಾತಿ, 5ನೇ ವಾರ್ಡ್– ಸಾಮಾನ್ಯ ಮಹಿಳೆ, 6ನೇ ವಾರ್ಡ್– ಹಿಂದುಳಿದ ವರ್ಗ ಬಿ, 7ನೇ ವಾರ್ಡ್– ಪರಿಶಿಷ್ಟ ಪಂಗಡ ಹೀಗೆ ಮೀಸಲಾತಿ ನಿಗದಿಪಡಿಸಲಾಗಿದೆ. ಉಳಿದ ವಾರ್ಡ್‌ಗಳ ವಿವರವೂ ಪ್ರಕಟವಾಗಿದೆ.: [520, 716, 638, 781]
- sports-photo: [642, 786, 738, 890]
- tribute-title: ಪ್ರಥಮ ವರ್ಷದ ಪುಣ್ಯಸ್ಮರಣೆ: [743, 901, 841, 911]
- sports-story-caption: ನಂಜನಗೂಡಿನ ಸರ್ಕಾರಿ ಕಾಲೇಜು ಮೈದಾನದಲ್ಲಿ ನಡೆದ ತಾಲೂಕು ಮಟ್ಟದ ಪ್ರೌಢಶಾಲಾ ಕ್ರೀಡಾಕೂಟವನ್ನು ಶಾಸಕ ಹರ್ಷವರ್ಧನ್ ಬಲೂನ್ ಹಾರಿಸಿ ಉದ್ಘಾಟಿಸಿದರು.: [112, 493, 392, 499]
- theatre-cell: ವಿಶ್ವರೂಪಂ (ಕ): [743, 282, 801, 290]
- screen-label: ಸ್ಕ್ರೀನ್ 4: [645, 474, 661, 481]
- theatre-cell: ಹೊಸ ಕ್ಲೈಮ್ಯಾಕ್ಸ್ (ಕ): [743, 226, 801, 234]
- lead-col-3: ಮುಸ್ಲಿಂ ನಾಯಕರನ್ನು ಕಡೆಗಣಿಸಿದರೆ ಮುಂದಿನ ದಿನಗಳಲ್ಲಿ ಪಕ್ಷಕ್ಕೆ ಹಿನ್ನಡೆಯಾಗಲಿದೆ ಎಂದು ಅವರು ಎಚ್ಚರಿಕೆ ನೀಡಿದರು. 11ನೇ ವಾರ್ಡಿನಲ್ಲಿ ಮುಸ್ಲಿಂ ಸಮುದಾಯಕ್ಕೆ ಅವಕಾಶ ನೀಡಬೇಕು.: [320, 320, 420, 352]
- theatre-cell: 4 ಪ್ರದರ್ಶನ: [801, 290, 839, 298]
- theatre-row: [647, 330, 839, 338]
- screen-label: ಸ್ಕ್ರೀನ್ 1: [645, 443, 661, 449]
- theatre-row: [647, 234, 839, 242]
- screen-row: [645, 463, 840, 474]
- pvr-box: [642, 658, 842, 762]
- theatre-cell: (2481170): [685, 314, 743, 322]
- dairy-photo: [100, 886, 310, 976]
- tribute-text: ನಿಮ್ಮ ನೆನಪು ಸದಾ ನಮ್ಮೊಂದಿಗೆ ಇರುತ್ತದೆ. ಜನನ: 18.12.1999, ಮರಣ: 12.08.2017: [746, 917, 789, 940]
- masthead: [100, 83, 840, 111]
- theatre-cell: ವಿಶ್ವರೂಪಂ (ಕ): [743, 338, 801, 346]
- theatre-cell: [801, 274, 839, 282]
- theatre-cell: 4 ಪ್ರದರ್ಶನ: [801, 330, 839, 338]
- tribute-box: [742, 900, 842, 1012]
- th-film: ಚಿತ್ರದ ಹೆಸರು: [743, 187, 767, 193]
- milk-headline-2: ನಿರೋಧಕ ಶಕ್ತಿ: ಡಾ. ಪ್ರಸನ್ನಕುಮಾರ್: [497, 386, 640, 400]
